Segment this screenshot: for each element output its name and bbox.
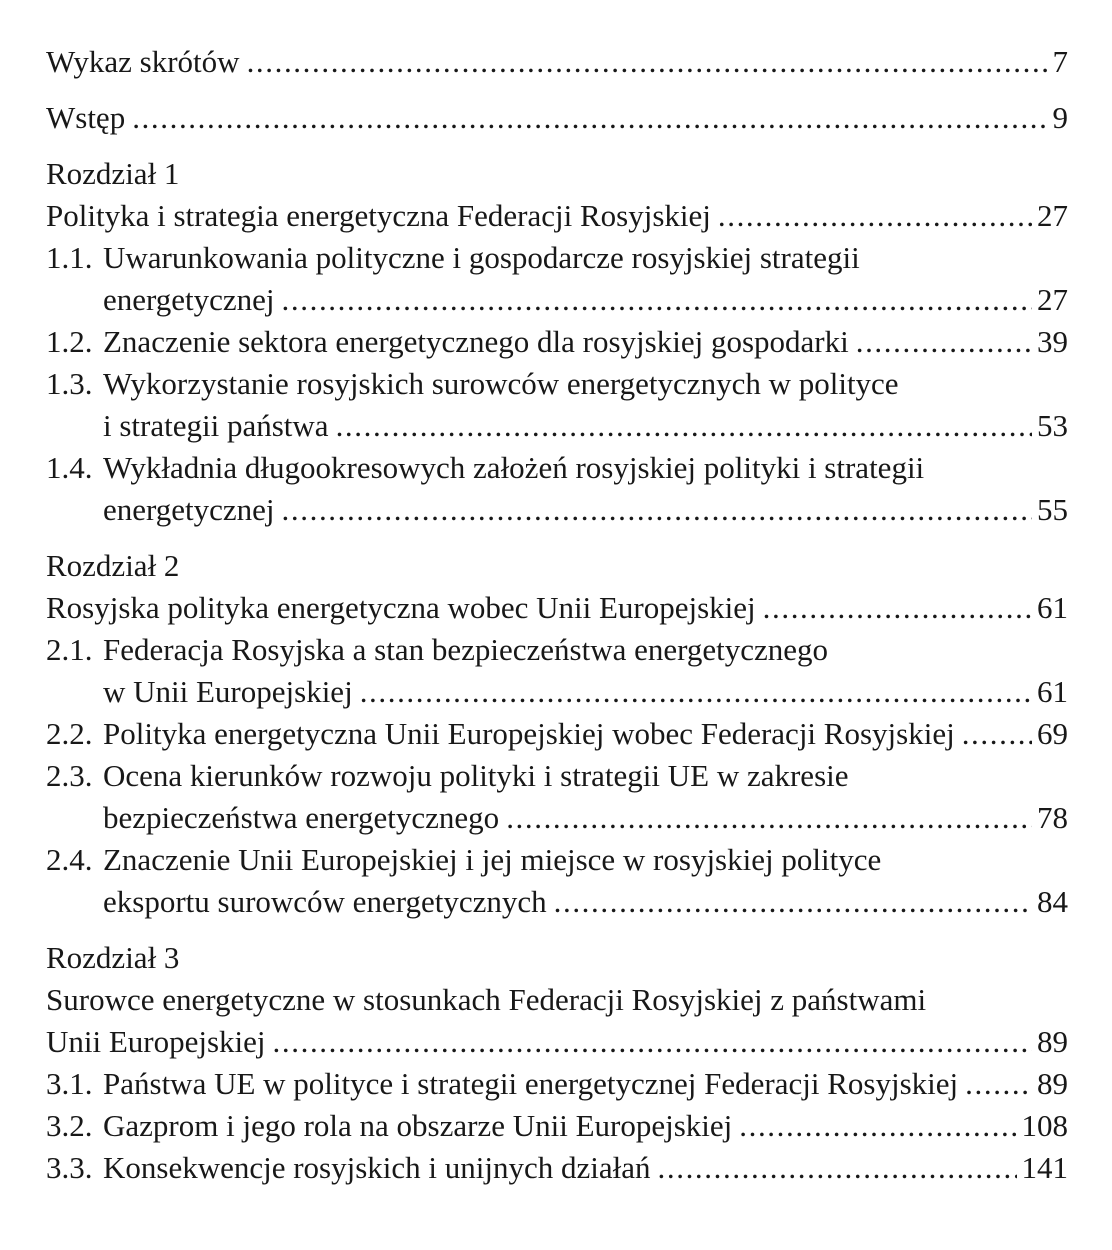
entry-number: 1.3.	[46, 366, 93, 401]
entry-2-1-line1	[46, 632, 1068, 674]
page-number: 89	[1037, 1024, 1068, 1059]
entry-1-3-line2	[46, 408, 1068, 450]
chapter-heading-text: Rozdział 1	[46, 156, 180, 191]
entry-1-2	[46, 324, 1068, 366]
toc-entry-wstep	[46, 100, 1068, 142]
chapter-2-title	[46, 590, 1068, 632]
entry-number: 3.3.	[46, 1150, 93, 1185]
entry-text: Gazprom i jego rola na obszarze Unii Europejskiej	[103, 1108, 733, 1143]
entry-text: energetycznej	[103, 492, 275, 527]
entry-2-3-line1	[46, 758, 1068, 800]
entry-number: 1.2.	[46, 324, 93, 359]
chapter-2-heading	[46, 548, 1068, 590]
page-number: 39	[1037, 324, 1068, 359]
dot-leader	[962, 716, 1032, 752]
entry-text: Wykorzystanie rosyjskich surowców energetycznych w polityce	[103, 366, 899, 401]
dot-leader	[273, 1024, 1032, 1060]
chapter-title-text: Unii Europejskiej	[46, 1024, 266, 1059]
toc-entry-wykaz-skrotow	[46, 44, 1068, 86]
entry-number: 3.1.	[46, 1066, 93, 1101]
dot-leader	[282, 492, 1032, 528]
dot-leader	[336, 408, 1032, 444]
dot-leader	[856, 324, 1032, 360]
dot-leader	[282, 282, 1032, 318]
chapter-3-title-line1	[46, 982, 1068, 1024]
chapter-heading-text: Rozdział 3	[46, 940, 180, 975]
entry-number: 2.1.	[46, 632, 93, 667]
entry-text: Znaczenie sektora energetycznego dla rosyjskiej gospodarki	[103, 324, 849, 359]
page-number: 108	[1021, 1108, 1068, 1143]
entry-3-1	[46, 1066, 1068, 1108]
page-number: 53	[1037, 408, 1068, 443]
page-number: 7	[1052, 44, 1068, 79]
entry-number: 3.2.	[46, 1108, 93, 1143]
entry-text: i strategii państwa	[103, 408, 329, 443]
chapter-3-heading	[46, 940, 1068, 982]
entry-text: Ocena kierunków rozwoju polityki i strategii UE w zakresie	[103, 758, 849, 793]
chapter-title-text: Polityka i strategia energetyczna Federacji Rosyjskiej	[46, 198, 711, 233]
entry-text: Wykaz skrótów	[46, 44, 240, 79]
entry-1-3-line1	[46, 366, 1068, 408]
entry-3-2	[46, 1108, 1068, 1150]
entry-2-3-line2	[46, 800, 1068, 842]
dot-leader	[506, 800, 1032, 836]
entry-2-1-line2	[46, 674, 1068, 716]
chapter-heading-text: Rozdział 2	[46, 548, 180, 583]
entry-text: bezpieczeństwa energetycznego	[103, 800, 500, 835]
page-number: 61	[1037, 590, 1068, 625]
entry-text: Wykładnia długookresowych założeń rosyjskiej polityki i strategii	[103, 450, 925, 485]
entry-1-4-line1	[46, 450, 1068, 492]
dot-leader	[360, 674, 1032, 710]
entry-text: eksportu surowców energetycznych	[103, 884, 547, 919]
entry-text: Uwarunkowania polityczne i gospodarcze rosyjskiej strategii	[103, 240, 860, 275]
chapter-title-text: Surowce energetyczne w stosunkach Federacji Rosyjskiej z państwami	[46, 982, 927, 1017]
page-number: 9	[1052, 100, 1068, 135]
page-number: 27	[1037, 198, 1068, 233]
entry-text: Federacja Rosyjska a stan bezpieczeństwa energetycznego	[103, 632, 829, 667]
entry-1-1-line2	[46, 282, 1068, 324]
entry-number: 2.4.	[46, 842, 93, 877]
page-number: 78	[1037, 800, 1068, 835]
chapter-1-title	[46, 198, 1068, 240]
entry-text: energetycznej	[103, 282, 275, 317]
page-number: 61	[1037, 674, 1068, 709]
entry-number: 2.3.	[46, 758, 93, 793]
page-number: 69	[1037, 716, 1068, 751]
dot-leader	[247, 44, 1048, 80]
entry-3-3	[46, 1150, 1068, 1192]
page-number: 55	[1037, 492, 1068, 527]
dot-leader	[965, 1066, 1032, 1102]
entry-number: 1.1.	[46, 240, 93, 275]
entry-2-4-line1	[46, 842, 1068, 884]
entry-number: 1.4.	[46, 450, 93, 485]
page-number: 89	[1037, 1066, 1068, 1101]
chapter-title-text: Rosyjska polityka energetyczna wobec Unii Europejskiej	[46, 590, 756, 625]
dot-leader	[739, 1108, 1016, 1144]
entry-1-1-line1	[46, 240, 1068, 282]
entry-text: Konsekwencje rosyjskich i unijnych działań	[103, 1150, 651, 1185]
dot-leader	[718, 198, 1032, 234]
page-number: 84	[1037, 884, 1068, 919]
dot-leader	[658, 1150, 1017, 1186]
entry-number: 2.2.	[46, 716, 93, 751]
entry-text: Znaczenie Unii Europejskiej i jej miejsce w rosyjskiej polityce	[103, 842, 882, 877]
chapter-1-heading	[46, 156, 1068, 198]
entry-text: w Unii Europejskiej	[103, 674, 353, 709]
entry-text: Państwa UE w polityce i strategii energetycznej Federacji Rosyjskiej	[103, 1066, 959, 1101]
entry-text: Wstęp	[46, 100, 126, 135]
dot-leader	[763, 590, 1032, 626]
chapter-3-title-line2	[46, 1024, 1068, 1066]
dot-leader	[132, 100, 1047, 136]
page-number: 141	[1021, 1150, 1068, 1185]
entry-2-2	[46, 716, 1068, 758]
entry-1-4-line2	[46, 492, 1068, 534]
entry-text: Polityka energetyczna Unii Europejskiej wobec Federacji Rosyjskiej	[103, 716, 955, 751]
dot-leader	[554, 884, 1032, 920]
entry-2-4-line2	[46, 884, 1068, 926]
page-number: 27	[1037, 282, 1068, 317]
